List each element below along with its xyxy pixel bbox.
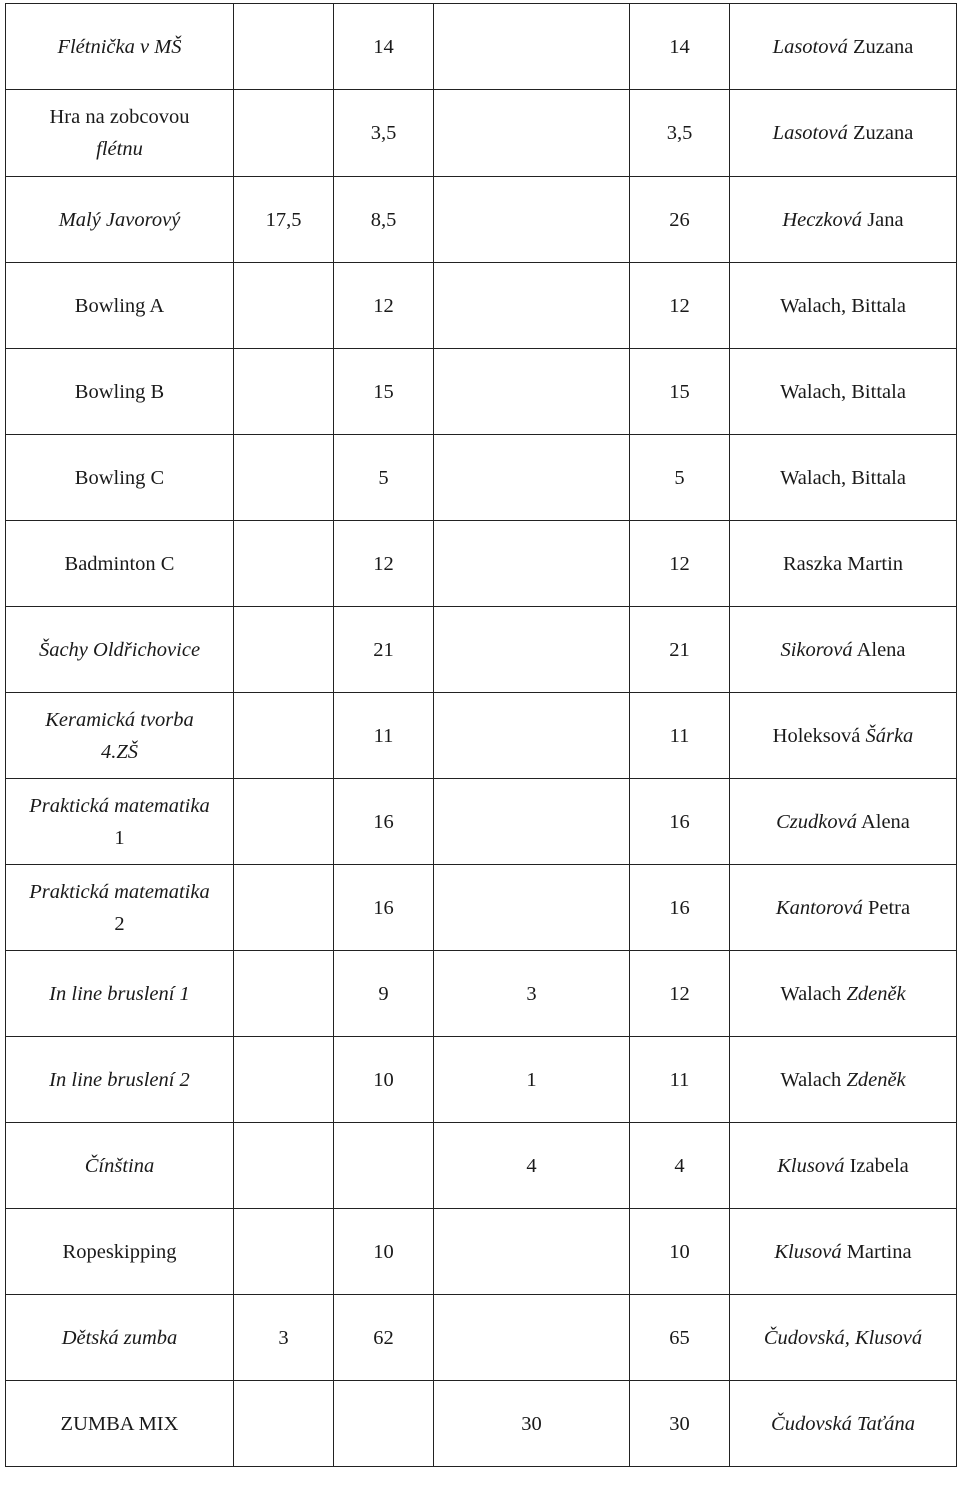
value-cell — [234, 435, 334, 521]
teacher-cell: Sikorová Alena — [730, 607, 957, 693]
value-cell — [234, 349, 334, 435]
table-row — [6, 693, 957, 779]
value-cell — [234, 521, 334, 607]
activity-name-cell: Čínština — [6, 1123, 234, 1209]
value-cell: 12 — [334, 263, 434, 349]
total-cell: 12 — [630, 521, 730, 607]
teacher-cell: Czudková Alena — [730, 779, 957, 865]
activity-name-cell: Keramická tvorba 4.ZŠ — [6, 693, 234, 779]
activity-name-cell: In line bruslení 2 — [6, 1037, 234, 1123]
value-cell — [434, 90, 630, 177]
value-cell — [334, 1381, 434, 1467]
activity-name-cell: Flétnička v MŠ — [6, 4, 234, 90]
teacher-cell: Klusová Izabela — [730, 1123, 957, 1209]
value-cell — [434, 177, 630, 263]
teacher-cell: Čudovská, Klusová — [730, 1295, 957, 1381]
value-cell — [234, 607, 334, 693]
activity-name-cell: In line bruslení 1 — [6, 951, 234, 1037]
teacher-cell: Walach Zdeněk — [730, 951, 957, 1037]
value-cell — [434, 349, 630, 435]
value-cell: 1 — [434, 1037, 630, 1123]
value-cell — [434, 693, 630, 779]
teacher-cell: Walach, Bittala — [730, 435, 957, 521]
table-row — [6, 779, 957, 865]
value-cell: 30 — [434, 1381, 630, 1467]
teacher-cell: Kantorová Petra — [730, 865, 957, 951]
value-cell — [434, 435, 630, 521]
value-cell — [334, 1123, 434, 1209]
table-row — [6, 177, 957, 263]
table-row — [6, 263, 957, 349]
value-cell — [234, 779, 334, 865]
table-row — [6, 607, 957, 693]
teacher-cell: Holeksová Šárka — [730, 693, 957, 779]
activity-name-cell: Bowling B — [6, 349, 234, 435]
activity-name-cell: ZUMBA MIX — [6, 1381, 234, 1467]
table-row — [6, 1209, 957, 1295]
value-cell — [434, 1295, 630, 1381]
value-cell — [434, 865, 630, 951]
value-cell — [234, 693, 334, 779]
value-cell: 12 — [334, 521, 434, 607]
total-cell: 12 — [630, 263, 730, 349]
table-row — [6, 349, 957, 435]
value-cell — [434, 1209, 630, 1295]
value-cell — [434, 263, 630, 349]
value-cell: 10 — [334, 1037, 434, 1123]
teacher-cell: Čudovská Taťána — [730, 1381, 957, 1467]
teacher-cell: Walach, Bittala — [730, 263, 957, 349]
teacher-cell: Lasotová Zuzana — [730, 4, 957, 90]
value-cell: 16 — [334, 779, 434, 865]
total-cell: 26 — [630, 177, 730, 263]
activity-name-cell: Praktická matematika 2 — [6, 865, 234, 951]
value-cell — [234, 865, 334, 951]
value-cell — [434, 779, 630, 865]
value-cell — [434, 521, 630, 607]
total-cell: 14 — [630, 4, 730, 90]
table-row — [6, 951, 957, 1037]
activity-name-cell: Bowling C — [6, 435, 234, 521]
value-cell — [234, 90, 334, 177]
table-row — [6, 865, 957, 951]
table-row — [6, 1295, 957, 1381]
total-cell: 4 — [630, 1123, 730, 1209]
value-cell — [234, 1209, 334, 1295]
teacher-cell: Walach Zdeněk — [730, 1037, 957, 1123]
value-cell: 16 — [334, 865, 434, 951]
value-cell — [234, 1381, 334, 1467]
activity-name-cell: Malý Javorový — [6, 177, 234, 263]
value-cell: 62 — [334, 1295, 434, 1381]
table-row — [6, 4, 957, 90]
value-cell: 5 — [334, 435, 434, 521]
activity-name-cell: Dětská zumba — [6, 1295, 234, 1381]
total-cell: 11 — [630, 693, 730, 779]
value-cell: 21 — [334, 607, 434, 693]
value-cell — [234, 263, 334, 349]
activity-name-cell: Bowling A — [6, 263, 234, 349]
total-cell: 3,5 — [630, 90, 730, 177]
value-cell — [234, 1037, 334, 1123]
teacher-cell: Klusová Martina — [730, 1209, 957, 1295]
value-cell — [434, 4, 630, 90]
value-cell: 3,5 — [334, 90, 434, 177]
value-cell — [234, 951, 334, 1037]
total-cell: 16 — [630, 779, 730, 865]
table-row — [6, 435, 957, 521]
activity-name-cell: Ropeskipping — [6, 1209, 234, 1295]
value-cell: 10 — [334, 1209, 434, 1295]
activity-name-cell: Badminton C — [6, 521, 234, 607]
value-cell: 3 — [234, 1295, 334, 1381]
teacher-cell: Walach, Bittala — [730, 349, 957, 435]
value-cell: 14 — [334, 4, 434, 90]
value-cell: 3 — [434, 951, 630, 1037]
value-cell: 4 — [434, 1123, 630, 1209]
table-row — [6, 1381, 957, 1467]
value-cell — [234, 4, 334, 90]
teacher-cell: Lasotová Zuzana — [730, 90, 957, 177]
total-cell: 65 — [630, 1295, 730, 1381]
total-cell: 11 — [630, 1037, 730, 1123]
table-row — [6, 521, 957, 607]
value-cell: 9 — [334, 951, 434, 1037]
total-cell: 15 — [630, 349, 730, 435]
value-cell — [234, 1123, 334, 1209]
total-cell: 10 — [630, 1209, 730, 1295]
table-row — [6, 1037, 957, 1123]
activity-name-cell: Hra na zobcovou flétnu — [6, 90, 234, 177]
total-cell: 30 — [630, 1381, 730, 1467]
table-row — [6, 90, 957, 177]
value-cell — [434, 607, 630, 693]
table-row — [6, 1123, 957, 1209]
activity-table — [5, 3, 957, 1467]
value-cell: 17,5 — [234, 177, 334, 263]
value-cell: 15 — [334, 349, 434, 435]
value-cell: 11 — [334, 693, 434, 779]
total-cell: 12 — [630, 951, 730, 1037]
activity-name-cell: Šachy Oldřichovice — [6, 607, 234, 693]
value-cell: 8,5 — [334, 177, 434, 263]
teacher-cell: Raszka Martin — [730, 521, 957, 607]
total-cell: 21 — [630, 607, 730, 693]
total-cell: 5 — [630, 435, 730, 521]
total-cell: 16 — [630, 865, 730, 951]
activity-name-cell: Praktická matematika 1 — [6, 779, 234, 865]
teacher-cell: Heczková Jana — [730, 177, 957, 263]
